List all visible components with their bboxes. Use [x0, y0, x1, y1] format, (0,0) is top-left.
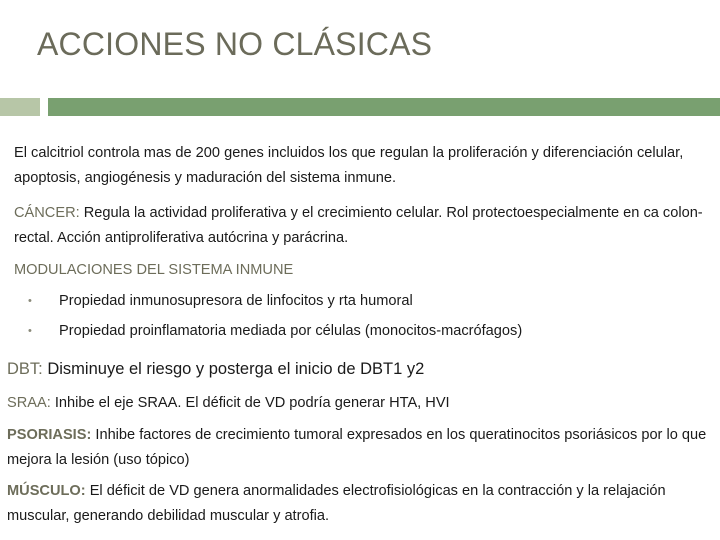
bullet-icon: • [28, 295, 32, 307]
cancer-text: Regula la actividad proliferativa y el crecimiento celular. Rol protectoespecialmente en ca colon-rectal. Acción antiproliferativa autócrina y parácrina. [14, 205, 703, 246]
psoriasis-paragraph [7, 423, 717, 473]
cancer-paragraph [14, 201, 714, 251]
psoriasis-label: PSORIASIS: [7, 427, 92, 443]
musculo-label: MÚSCULO: [7, 483, 86, 499]
intro-paragraph [14, 141, 714, 191]
bullet-icon: • [28, 325, 32, 337]
list-item-text: Propiedad proinflamatoria mediada por células (monocitos-macrófagos) [59, 323, 523, 339]
psoriasis-text: Inhibe factores de crecimiento tumoral expresados en los queratinocitos psoriásicos por lo que mejora la lesión (uso tópico) [7, 427, 707, 468]
list-item-text: Propiedad inmunosupresora de linfocitos y rta humoral [59, 293, 413, 309]
cancer-label: CÁNCER: [14, 205, 80, 221]
musculo-text: El déficit de VD genera anormalidades electrofisiológicas en la contracción y la relajación muscular, generando debilidad muscular y atrofia. [7, 483, 666, 524]
dbt-text: Disminuye el riesgo y posterga el inicio de DBT1 y2 [42, 360, 425, 378]
sraa-paragraph [7, 391, 717, 416]
dbt-label: DBT: [7, 360, 43, 378]
sraa-text: Inhibe el eje SRAA. El déficit de VD podría generar HTA, HVI [50, 395, 450, 411]
slide-title: ACCIONES NO CLÁSICAS [37, 26, 433, 62]
musculo-paragraph [7, 479, 717, 529]
intro-text: El calcitriol controla mas de 200 genes incluidos los que regulan la proliferación y diferenciación celular, apoptosis, angiogénesis y maduración del sistema inmune. [14, 145, 684, 186]
immune-heading: MODULACIONES DEL SISTEMA INMUNE [14, 262, 294, 278]
sraa-label: SRAA: [7, 395, 51, 411]
dbt-paragraph [7, 357, 717, 382]
